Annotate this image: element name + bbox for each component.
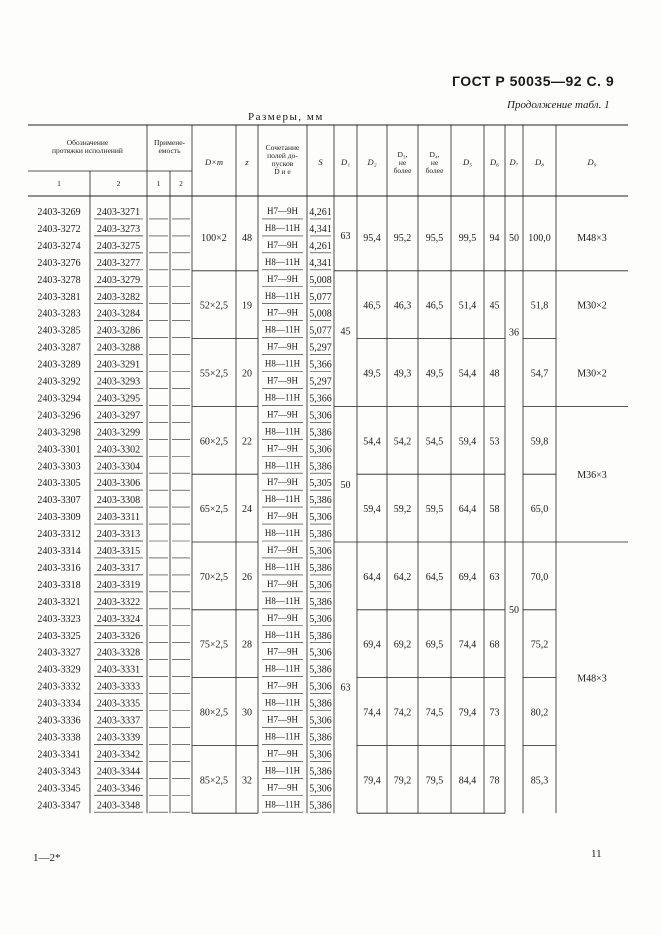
header-d6: D₆ xyxy=(489,157,500,167)
header-tolerance-fields: Сочетание xyxy=(265,143,300,152)
designation-version-1: 2403-3285 xyxy=(37,325,81,337)
group-dxm: 75×2,5 xyxy=(199,639,229,651)
value-s: 5,386 xyxy=(309,495,332,507)
designation-version-1: 2403-3276 xyxy=(37,257,81,269)
designation-version-1: 2403-3303 xyxy=(37,461,81,473)
group-z: 28 xyxy=(242,639,252,651)
tolerance-field: H8—11H xyxy=(264,392,301,403)
group-d6: 94 xyxy=(489,232,500,244)
tolerance-field: H7—9H xyxy=(267,714,298,725)
tolerance-field: H7—9H xyxy=(267,409,298,420)
group-d5: 64,4 xyxy=(458,504,477,516)
value-s: 5,366 xyxy=(309,359,332,371)
designation-version-2: 2403-3271 xyxy=(96,207,141,218)
header-d4: не xyxy=(430,158,439,167)
designation-version-2: 2403-3304 xyxy=(96,461,141,473)
group-dxm: 55×2,5 xyxy=(199,368,229,380)
group-d3: 54,2 xyxy=(393,436,412,448)
designation-version-1: 2403-3347 xyxy=(37,800,81,812)
value-s: 5,306 xyxy=(309,613,332,625)
value-s: 5,306 xyxy=(309,444,332,456)
group-d5: 54,4 xyxy=(458,368,477,380)
value-s: 5,386 xyxy=(309,427,332,439)
designation-version-1: 2403-3318 xyxy=(37,579,81,591)
group-d5: 59,4 xyxy=(458,436,477,448)
header-d3: D₃, xyxy=(397,150,408,159)
designation-version-2: 2403-3273 xyxy=(96,223,141,235)
value-s: 5,297 xyxy=(309,376,332,388)
designation-version-1: 2403-3332 xyxy=(37,681,81,693)
group-d2: 79,4 xyxy=(363,775,381,787)
value-s: 5,386 xyxy=(309,698,332,710)
tolerance-field: H8—11H xyxy=(264,561,301,572)
designation-version-1: 2403-3298 xyxy=(37,427,81,439)
value-d1: 50 xyxy=(340,480,351,492)
header-d7: D₇ xyxy=(509,157,519,167)
group-d5: 51,4 xyxy=(458,300,477,312)
designation-version-2: 2403-3317 xyxy=(96,562,141,574)
tolerance-field: H8—11H xyxy=(264,799,301,810)
designation-version-2: 2403-3348 xyxy=(96,800,141,812)
designation-version-1: 2403-3334 xyxy=(37,698,81,710)
tolerance-field: H8—11H xyxy=(264,426,301,437)
group-d5: 84,4 xyxy=(458,775,477,787)
header-s: S xyxy=(318,157,323,167)
group-d4: 46,5 xyxy=(425,300,444,312)
designation-version-2: 2403-3322 xyxy=(96,596,141,608)
document-number: ГОСТ Р 50035—92 С. 9 xyxy=(452,73,615,89)
header-d3: более xyxy=(393,166,412,175)
group-dxm: 100×2 xyxy=(201,232,227,244)
value-s: 5,386 xyxy=(309,529,332,541)
tolerance-field: H8—11H xyxy=(264,358,301,369)
designation-version-1: 2403-3281 xyxy=(37,291,81,303)
value-d9: M30×2 xyxy=(577,368,607,380)
dimensions-caption: Размеры, мм xyxy=(248,111,324,123)
value-s: 4,261 xyxy=(309,207,332,218)
group-d3: 79,2 xyxy=(393,775,412,787)
designation-version-2: 2403-3328 xyxy=(96,647,141,659)
designation-version-1: 2403-3272 xyxy=(37,223,81,235)
value-s: 5,386 xyxy=(309,461,332,473)
group-d4: 59,5 xyxy=(425,504,444,516)
group-d2: 74,4 xyxy=(363,707,381,719)
group-d2: 95,4 xyxy=(363,232,381,244)
value-d7: 50 xyxy=(509,604,519,616)
designation-version-2: 2403-3319 xyxy=(96,579,141,591)
tolerance-field: H7—9H xyxy=(267,646,298,657)
designation-version-2: 2403-3344 xyxy=(96,766,141,778)
group-d3: 59,2 xyxy=(393,504,412,516)
designation-version-1: 2403-3321 xyxy=(37,596,81,608)
designation-version-2: 2403-3277 xyxy=(96,257,141,269)
designation-version-1: 2403-3305 xyxy=(37,478,81,490)
designation-version-1: 2403-3274 xyxy=(37,240,81,252)
designation-version-1: 2403-3312 xyxy=(37,529,81,541)
group-d3: 49,3 xyxy=(393,368,412,380)
designation-version-2: 2403-3284 xyxy=(96,308,141,320)
value-d1: 63 xyxy=(340,231,351,242)
group-d6: 45 xyxy=(489,300,500,312)
tolerance-field: H8—11H xyxy=(264,629,301,640)
group-d4: 74,5 xyxy=(425,707,444,719)
header-d1: D₁ xyxy=(340,157,351,167)
header-tolerance-fields: D и e xyxy=(274,167,291,176)
tolerance-field: H8—11H xyxy=(264,324,301,335)
group-d8: 100,0 xyxy=(528,232,551,244)
designation-version-1: 2403-3327 xyxy=(37,647,81,659)
designation-version-1: 2403-3307 xyxy=(37,495,81,507)
tolerance-field: H8—11H xyxy=(264,528,301,539)
group-d8: 59,8 xyxy=(530,436,549,448)
group-z: 30 xyxy=(242,707,252,719)
designation-version-1: 2403-3343 xyxy=(37,766,81,778)
group-d4: 64,5 xyxy=(425,571,444,583)
designation-version-2: 2403-3295 xyxy=(96,393,141,405)
designation-version-1: 2403-3296 xyxy=(37,410,81,422)
group-d8: 51,8 xyxy=(530,300,549,312)
group-z: 26 xyxy=(242,571,252,583)
tolerance-field: H8—11H xyxy=(264,731,301,742)
value-s: 5,386 xyxy=(309,766,332,778)
designation-version-2: 2403-3286 xyxy=(96,325,141,337)
designation-version-1: 2403-3345 xyxy=(37,783,81,795)
group-z: 22 xyxy=(242,436,252,448)
designation-version-1: 2403-3292 xyxy=(37,376,81,388)
value-s: 5,306 xyxy=(309,512,332,524)
group-d8: 85,3 xyxy=(530,775,549,787)
value-s: 5,306 xyxy=(309,579,332,591)
header-d9: D₉ xyxy=(587,157,597,167)
group-d4: 79,5 xyxy=(425,775,444,787)
designation-version-2: 2403-3282 xyxy=(96,291,141,303)
designation-version-1: 2403-3323 xyxy=(37,613,81,625)
designation-version-2: 2403-3302 xyxy=(96,444,141,456)
value-d9: M48×3 xyxy=(577,673,607,685)
value-s: 4,341 xyxy=(309,257,332,269)
group-d4: 69,5 xyxy=(425,639,444,651)
designation-version-1: 2403-3316 xyxy=(37,562,81,574)
tolerance-field: H8—11H xyxy=(264,460,301,471)
value-d9: M48×3 xyxy=(577,232,607,244)
value-d7: 50 xyxy=(509,232,519,244)
designation-version-2: 2403-3324 xyxy=(96,613,141,625)
header-d4: D₄, xyxy=(429,150,440,159)
group-d5: 69,4 xyxy=(458,571,477,583)
designation-version-2: 2403-3346 xyxy=(96,783,141,795)
group-d3: 74,2 xyxy=(393,707,412,719)
value-s: 5,008 xyxy=(309,308,332,320)
header-d5: D₅ xyxy=(462,157,473,167)
header-dxm: D×m xyxy=(204,157,224,167)
tolerance-field: H7—9H xyxy=(267,612,298,623)
group-z: 19 xyxy=(242,300,252,312)
tolerance-field: H7—9H xyxy=(267,341,298,352)
value-s: 5,386 xyxy=(309,664,332,676)
group-d2: 69,4 xyxy=(363,639,381,651)
header-application-1: 1 xyxy=(156,179,161,188)
footer-signature: 1—2* xyxy=(33,852,61,864)
designation-version-2: 2403-3299 xyxy=(96,427,141,439)
designation-version-1: 2403-3289 xyxy=(37,359,81,371)
group-d8: 65,0 xyxy=(530,504,549,516)
tolerance-field: H8—11H xyxy=(264,290,301,301)
header-application: емость xyxy=(158,146,181,155)
designation-version-1: 2403-3287 xyxy=(37,342,81,354)
tolerance-field: H7—9H xyxy=(267,206,298,216)
value-d7: 36 xyxy=(509,327,519,339)
value-d9: M30×2 xyxy=(577,300,607,312)
designation-version-1: 2403-3283 xyxy=(37,308,81,320)
group-d3: 69,2 xyxy=(393,639,412,651)
group-d5: 74,4 xyxy=(458,639,477,651)
value-s: 5,306 xyxy=(309,681,332,693)
tolerance-field: H8—11H xyxy=(264,765,301,776)
value-s: 5,366 xyxy=(309,393,332,405)
group-d3: 46,3 xyxy=(393,300,412,312)
page-number: 11 xyxy=(591,848,602,860)
value-d9: M36×3 xyxy=(577,470,607,482)
group-z: 24 xyxy=(242,504,252,516)
value-s: 5,297 xyxy=(309,342,332,354)
group-dxm: 60×2,5 xyxy=(199,436,229,448)
group-d8: 54,7 xyxy=(530,368,549,380)
header-d8: D₈ xyxy=(534,157,545,167)
group-d6: 58 xyxy=(489,504,500,516)
group-d8: 70,0 xyxy=(530,571,549,583)
designation-version-1: 2403-3269 xyxy=(37,207,81,218)
header-application-2: 2 xyxy=(179,179,183,188)
tolerance-field: H7—9H xyxy=(267,748,298,759)
tolerance-field: H7—9H xyxy=(267,511,298,522)
group-z: 32 xyxy=(242,775,252,787)
value-s: 4,341 xyxy=(309,223,332,235)
group-d4: 54,5 xyxy=(425,436,444,448)
tolerance-field: H7—9H xyxy=(267,545,298,555)
tolerance-field: H7—9H xyxy=(267,477,298,488)
group-d4: 95,5 xyxy=(425,232,444,244)
designation-version-1: 2403-3338 xyxy=(37,732,81,744)
value-s: 5,386 xyxy=(309,800,332,812)
header-d3: не xyxy=(398,158,407,167)
group-dxm: 65×2,5 xyxy=(199,504,229,516)
group-d6: 78 xyxy=(489,775,500,787)
tolerance-field: H7—9H xyxy=(267,273,298,284)
header-col-1: 1 xyxy=(57,179,61,188)
designation-version-2: 2403-3291 xyxy=(96,359,141,371)
group-d3: 95,2 xyxy=(393,232,412,244)
group-dxm: 80×2,5 xyxy=(199,707,229,719)
group-d4: 49,5 xyxy=(425,368,444,380)
tolerance-field: H7—9H xyxy=(267,578,298,589)
value-s: 5,386 xyxy=(309,562,332,574)
designation-version-1: 2403-3278 xyxy=(37,274,81,286)
table-continuation-note: Продолжение табл. 1 xyxy=(507,99,610,111)
value-s: 5,386 xyxy=(309,596,332,608)
value-s: 5,305 xyxy=(309,478,332,490)
tolerance-field: H7—9H xyxy=(267,680,298,691)
tolerance-field: H7—9H xyxy=(267,375,298,386)
group-d6: 63 xyxy=(489,571,500,583)
value-s: 5,306 xyxy=(309,715,332,727)
group-d6: 48 xyxy=(489,368,500,380)
group-d8: 75,2 xyxy=(530,639,549,651)
designation-version-2: 2403-3306 xyxy=(96,478,141,490)
designation-version-2: 2403-3293 xyxy=(96,376,141,388)
value-s: 5,077 xyxy=(309,325,332,337)
designation-version-1: 2403-3309 xyxy=(37,512,81,524)
header-designation: Обозначение xyxy=(66,138,109,147)
designation-version-1: 2403-3301 xyxy=(37,444,81,456)
group-d5: 99,5 xyxy=(458,232,477,244)
tolerance-field: H8—11H xyxy=(264,663,301,674)
value-s: 5,306 xyxy=(309,410,332,422)
value-s: 5,386 xyxy=(309,630,332,642)
group-dxm: 70×2,5 xyxy=(199,571,229,583)
header-application: Примене- xyxy=(153,138,186,147)
header-d4: более xyxy=(425,166,444,175)
value-s: 5,008 xyxy=(309,274,332,286)
value-s: 5,386 xyxy=(309,732,332,744)
designation-version-1: 2403-3341 xyxy=(37,749,81,761)
designation-version-2: 2403-3315 xyxy=(96,546,141,557)
designation-version-2: 2403-3313 xyxy=(96,529,141,541)
designation-version-2: 2403-3339 xyxy=(96,732,141,744)
designation-version-2: 2403-3331 xyxy=(96,664,141,676)
group-d6: 53 xyxy=(489,436,500,448)
designation-version-2: 2403-3308 xyxy=(96,495,141,507)
value-s: 4,261 xyxy=(309,240,332,252)
designation-version-2: 2403-3279 xyxy=(96,274,141,286)
tolerance-field: H8—11H xyxy=(264,222,301,233)
designation-version-2: 2403-3342 xyxy=(96,749,141,761)
group-d2: 59,4 xyxy=(363,504,381,516)
group-d6: 73 xyxy=(489,707,500,719)
designation-version-1: 2403-3329 xyxy=(37,664,81,676)
group-d8: 80,2 xyxy=(530,707,549,719)
tolerance-field: H8—11H xyxy=(264,494,301,505)
designation-version-2: 2403-3311 xyxy=(97,512,140,524)
designation-version-2: 2403-3326 xyxy=(96,630,141,642)
value-s: 5,306 xyxy=(309,783,332,795)
header-z: z xyxy=(245,157,249,167)
value-s: 5,306 xyxy=(309,647,332,659)
value-s: 5,306 xyxy=(309,749,332,761)
tolerance-field: H8—11H xyxy=(264,256,301,267)
designation-version-2: 2403-3275 xyxy=(96,240,141,252)
value-d1: 63 xyxy=(340,682,351,694)
designation-version-2: 2403-3297 xyxy=(96,410,141,422)
group-d5: 79,4 xyxy=(458,707,477,719)
group-d2: 46,5 xyxy=(363,300,381,312)
designation-version-2: 2403-3335 xyxy=(96,698,141,710)
designation-version-1: 2403-3294 xyxy=(37,393,81,405)
value-d1: 45 xyxy=(340,326,351,338)
group-d2: 49,5 xyxy=(363,368,381,380)
group-d6: 68 xyxy=(489,639,500,651)
group-d2: 54,4 xyxy=(363,436,381,448)
group-z: 48 xyxy=(242,232,252,244)
designation-version-1: 2403-3325 xyxy=(37,630,81,642)
value-s: 5,306 xyxy=(309,546,332,557)
tolerance-field: H7—9H xyxy=(267,239,298,250)
group-d2: 64,4 xyxy=(363,571,381,583)
designation-version-2: 2403-3288 xyxy=(96,342,141,354)
header-tolerance-fields: пусков xyxy=(271,159,294,168)
designation-version-2: 2403-3337 xyxy=(96,715,141,727)
designation-version-1: 2403-3314 xyxy=(37,546,81,557)
header-designation: протяжки исполнений xyxy=(52,146,123,155)
tolerance-field: H7—9H xyxy=(267,307,298,318)
group-dxm: 52×2,5 xyxy=(199,300,229,312)
tolerance-field: H7—9H xyxy=(267,443,298,454)
header-d2: D₂ xyxy=(367,157,377,167)
tolerance-field: H8—11H xyxy=(264,595,301,606)
designation-version-2: 2403-3333 xyxy=(96,681,141,693)
group-z: 20 xyxy=(242,368,252,380)
group-dxm: 85×2,5 xyxy=(199,775,229,787)
value-s: 5,077 xyxy=(309,291,332,303)
tolerance-field: H8—11H xyxy=(264,697,301,708)
header-col-2: 2 xyxy=(116,179,121,188)
header-tolerance-fields: полей до- xyxy=(267,151,298,160)
designation-version-1: 2403-3336 xyxy=(37,715,81,727)
tolerance-field: H7—9H xyxy=(267,782,298,793)
group-d3: 64,2 xyxy=(393,571,412,583)
